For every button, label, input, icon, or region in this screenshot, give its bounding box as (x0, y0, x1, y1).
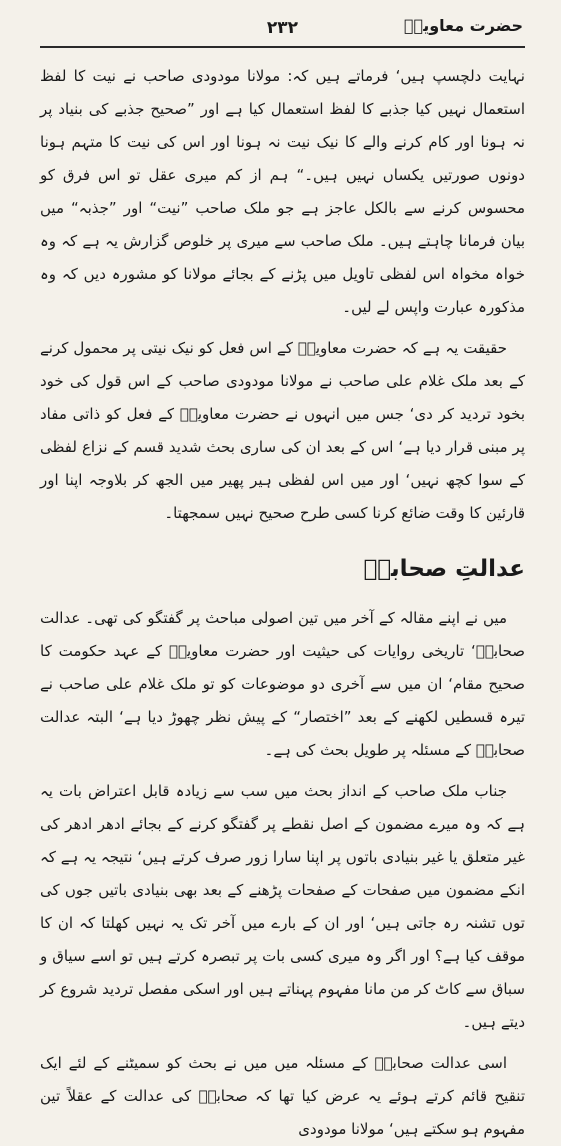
section-heading: عدالتِ صحابہؓ (363, 556, 525, 582)
paragraph: میں نے اپنے مقالہ کے آخر میں تین اصولی مباحث پر گفتگو کی تھی۔ عدالت صحابہؓ‘ تاریخی روایات کی حیثیت اور حضرت معاویہؓ کے عہد حکومت کا صحیح مقام‘ ان میں سے آخری دو موضوعات کو تو ملک غلام علی صاحب نے تیرہ قسطیں لکھنے کے بعد ”اختصار“ کے پیش نظر چھوڑ دیا ہے‘ البتہ عدالت صحابہؓ کے مسئلہ پر طویل بحث کی ہے۔ (40, 609, 525, 759)
running-header (40, 12, 525, 48)
paragraph: جناب ملک صاحب کے انداز بحث میں سب سے زیادہ قابل اعتراض بات یہ ہے کہ وہ میرے مضمون کے اصل نقطے پر گفتگو کرنے کے بجائے ادھر ادھر کی غیر متعلق یا غیر بنیادی باتوں پر اپنا سارا زور صرف کرتے ہیں‘ نتیجہ یہ ہے کہ انکے مضمون میں صفحات کے صفحات پڑھنے کے بعد بھی بنیادی باتیں جوں کی توں تشنہ رہ جاتی ہیں‘ اور ان کے بارے میں آخر تک یہ نہیں کھلتا کہ ان کا موقف کیا ہے؟ اور اگر وہ میری کسی بات پر تبصرہ کرتے ہیں تو اسے سیاق و سباق سے کاٹ کر من مانا مفہوم پہناتے ہیں اور اسکی مفصل تردید شروع کر دیتے ہیں۔ (40, 782, 525, 1031)
page-body (40, 60, 525, 1138)
page-number: ۲۳۲ (266, 18, 299, 38)
paragraph: حقیقت یہ ہے کہ حضرت معاویہؓ کے اس فعل کو نیک نیتی پر محمول کرنے کے بعد ملک غلام علی صاحب نے مولانا مودودی صاحب کے اس قول کی خود بخود تردید کر دی‘ جس میں انہوں نے حضرت معاویہؓ کے فعل کو ذاتی مفاد پر مبنی قرار دیا ہے‘ اس کے بعد ان کی ساری بحث شدید قسم کے نزاع لفظی کے سوا کچھ نہیں‘ اور میں اس لفظی ہیر پھیر میں الجھ کر بلاوجہ اپنا اور قارئین کا وقت ضائع کرنا کسی طرح صحیح نہیں سمجھتا۔ (40, 339, 525, 522)
paragraph: اسی عدالت صحابہؓ کے مسئلہ میں میں نے بحث کو سمیٹنے کے لئے ایک تنقیح قائم کرتے ہوئے یہ عرض کیا تھا کہ صحابہؓ کی عدالت کے عقلاً تین مفہوم ہو سکتے ہیں‘ مولانا مودودی (40, 1054, 525, 1138)
header-title: حضرت معاویہؓ (404, 16, 523, 35)
paragraph: نہایت دلچسپ ہیں‘ فرماتے ہیں کہ: مولانا مودودی صاحب نے نیت کا لفظ استعمال نہیں کیا جذبے کا لفظ استعمال کیا ہے اور ”صحیح جذبے کی بنیاد پر نہ ہونا اور کام کرنے والے کا نیک نیت نہ ہونا اور اس کی نیت کا متہم ہونا دونوں صورتیں یکساں نہیں ہیں۔“ ہم از کم میری عقل تو اس فرق کو محسوس کرنے سے بالکل عاجز ہے جو ملک صاحب ”نیت“ اور ”جذبہ“ میں بیان فرمانا چاہتے ہیں۔ ملک صاحب سے میری پر خلوص گزارش یہ ہے کہ وہ خواہ مخواہ اس لفظی تاویل میں پڑنے کے بجائے مولانا کو مشورہ دیں کہ وہ مذکورہ عبارت واپس لے لیں۔ (40, 67, 525, 316)
